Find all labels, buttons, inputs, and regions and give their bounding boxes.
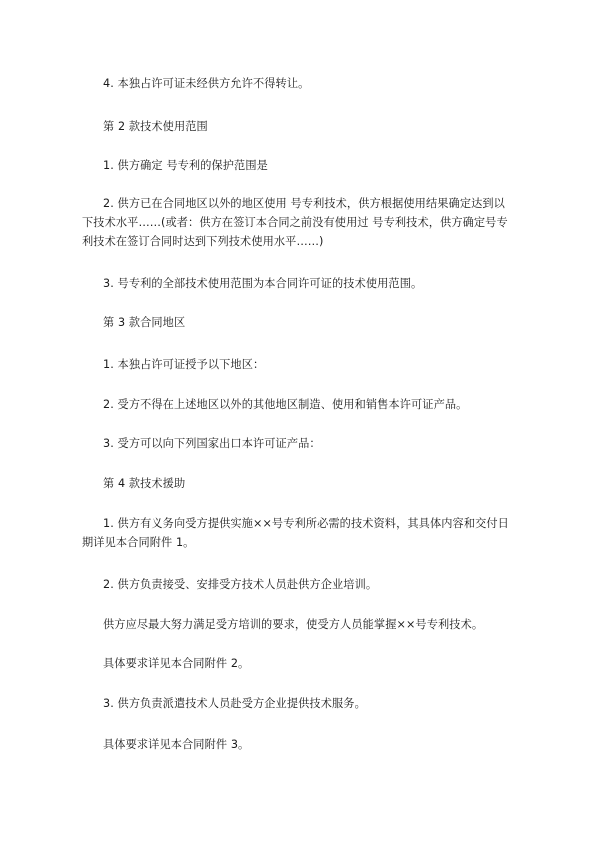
clause-assistance-2: 2. 供方负责接受、安排受方技术人员赴供方企业培训。: [103, 578, 378, 591]
clause-territory-1: 1. 本独占许可证授予以下地区：: [103, 358, 265, 371]
clause-transfer-restriction: 4. 本独占许可证未经供方允许不得转让。: [103, 77, 310, 90]
clause-territory-2: 2. 受方不得在上述地区以外的其他地区制造、使用和销售本许可证产品。: [103, 398, 468, 411]
clause-assistance-2-annex: 具体要求详见本合同附件 2。: [103, 657, 250, 670]
section-heading-assistance: 第 4 款技术援助: [103, 477, 186, 490]
clause-assistance-3: 3. 供方负责派遣技术人员赴受方企业提供技术服务。: [103, 697, 366, 710]
clause-assistance-1: 1. 供方有义务向受方提供实施××号专利所必需的技术资料，其具体内容和交付日期详见本合同附件 1。: [82, 517, 509, 549]
clause-scope-1: 1. 供方确定 号专利的保护范围是: [103, 159, 268, 172]
clause-assistance-3-annex: 具体要求详见本合同附件 3。: [103, 738, 250, 751]
clause-scope-3: 3. 号专利的全部技术使用范围为本合同许可证的技术使用范围。: [103, 277, 423, 290]
section-heading-scope: 第 2 款技术使用范围: [103, 120, 208, 133]
clause-territory-3: 3. 受方可以向下列国家出口本许可证产品：: [103, 437, 321, 450]
clause-scope-2: 2. 供方已在合同地区以外的地区使用 号专利技术，供方根据使用结果确定达到以下技术水平……(或者：供方在签订本合同之前没有使用过 号专利技术，供方确定号专利技术在签订合同时达到下列技术使用水平……): [82, 197, 508, 248]
clause-assistance-2-detail: 供方应尽最大努力满足受方培训的要求，使受方人员能掌握××号专利技术。: [103, 618, 484, 631]
section-heading-territory: 第 3 款合同地区: [103, 316, 186, 329]
